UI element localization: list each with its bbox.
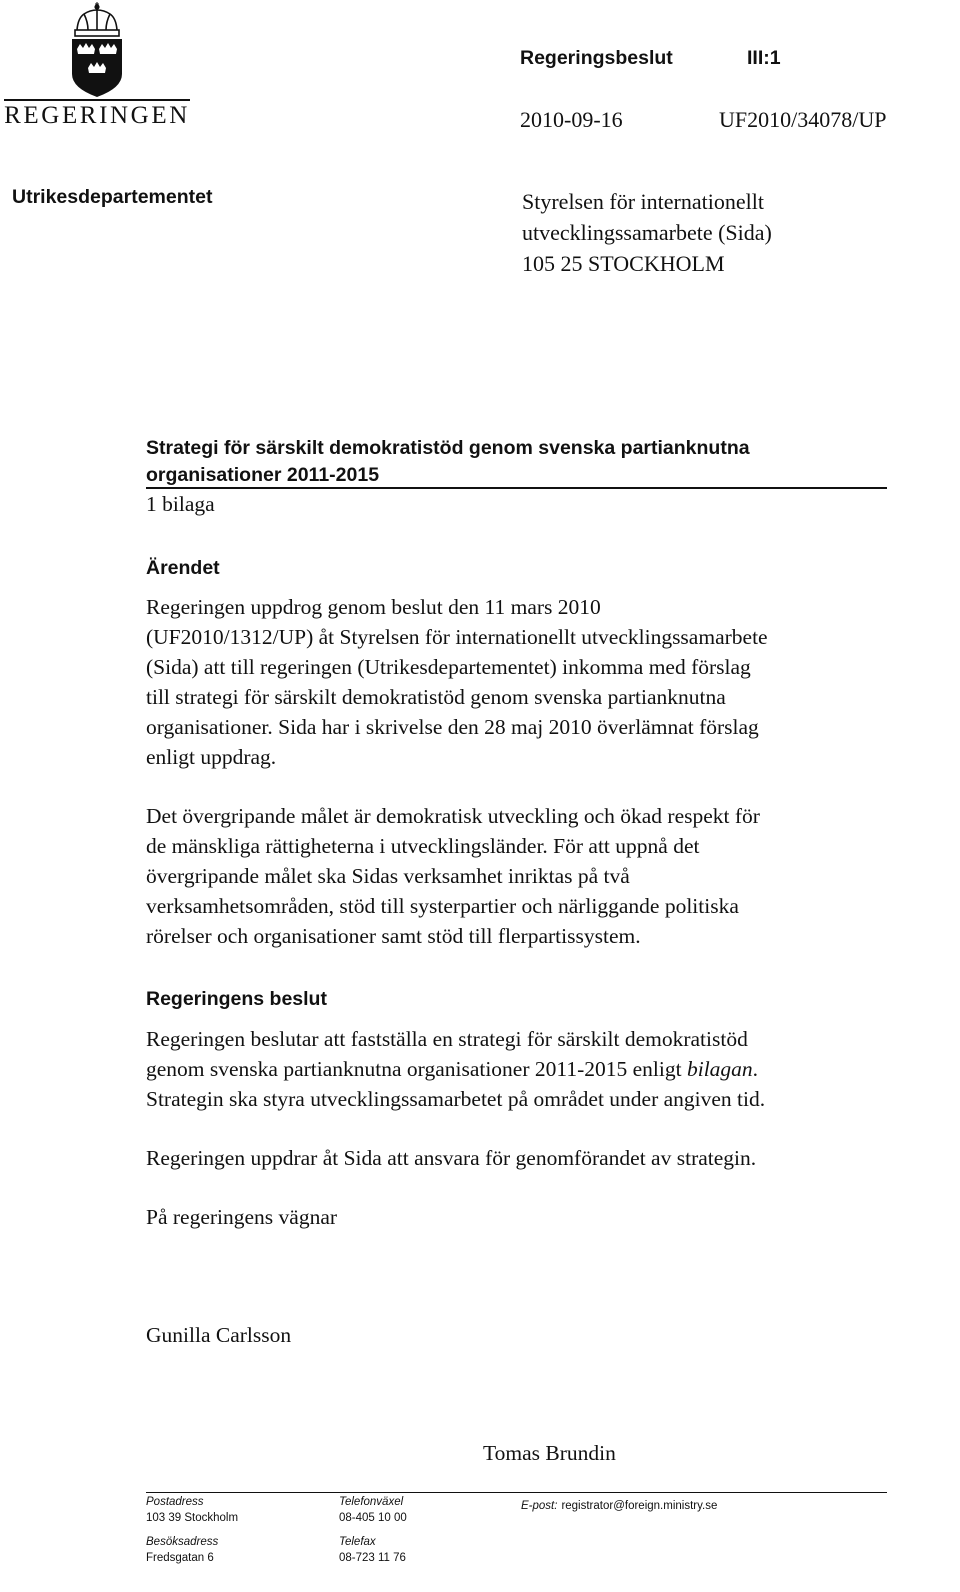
text-line: (Sida) att till regeringen (Utrikesdepartementet) inkomma med förslag — [146, 655, 751, 679]
closing-phrase: På regeringens vägnar — [146, 1205, 338, 1229]
text-line: (UF2010/1312/UP) åt Styrelsen för internationellt utvecklingssamarbete — [146, 625, 768, 649]
attachment-reference: bilagan — [686, 1057, 753, 1081]
subject-rule — [146, 487, 887, 489]
decision-date: 2010-09-16 — [520, 107, 623, 132]
subject-title-line: Strategi för särskilt demokratistöd genom svenska partianknutna — [146, 437, 750, 459]
footer-visit-value: Fredsgatan 6 — [146, 1552, 214, 1564]
text-line — [146, 1054, 765, 1084]
beslut-paragraph-2: Regeringen uppdrar åt Sida att ansvara för genomförandet av strategin. — [146, 1146, 757, 1170]
text-segment: genom svenska partianknutna organisationer 2011-2015 enligt — [146, 1057, 687, 1081]
beslut-paragraph-1 — [146, 1024, 765, 1114]
footer-fax-label: Telefax — [339, 1536, 376, 1548]
subject-title — [146, 435, 750, 489]
recipient-line: 105 25 STOCKHOLM — [522, 251, 725, 276]
logo-wordmark: REGERINGEN — [4, 102, 190, 129]
text-segment: . — [752, 1057, 759, 1081]
recipient-address — [522, 186, 772, 279]
item-number: III:1 — [747, 47, 781, 69]
section-heading-arendet: Ärendet — [146, 557, 220, 579]
text-line: till strategi för särskilt demokratistöd genom svenska partianknutna — [146, 685, 726, 709]
minister-signature: Gunilla Carlsson — [146, 1323, 292, 1347]
text-line: organisationer. Sida har i skrivelse den 28 maj 2010 överlämnat förslag — [146, 715, 759, 739]
recipient-line: Styrelsen för internationellt — [522, 189, 764, 214]
footer-email — [521, 1496, 717, 1514]
text-line: de mänskliga rättigheterna i utvecklingsländer. För att uppnå det — [146, 834, 700, 858]
text-line: övergripande målet ska Sidas verksamhet inriktas på två — [146, 864, 630, 888]
recipient-line: utvecklingssamarbete (Sida) — [522, 220, 772, 245]
text-line: enligt uppdrag. — [146, 745, 277, 769]
subject-title-line: organisationer 2011-2015 — [146, 464, 380, 486]
coat-of-arms-icon — [4, 2, 190, 98]
logo-rule — [4, 99, 190, 101]
reference-number: UF2010/34078/UP — [719, 107, 887, 132]
department-name: Utrikesdepartementet — [12, 186, 213, 208]
footer-visit-label: Besöksadress — [146, 1536, 219, 1548]
footer-postal-label: Postadress — [146, 1496, 204, 1508]
arendet-paragraph-1 — [146, 592, 768, 772]
government-logo — [4, 2, 190, 130]
footer-rule — [146, 1492, 887, 1493]
section-heading-beslut: Regeringens beslut — [146, 988, 327, 1010]
document-type: Regeringsbeslut — [520, 47, 673, 69]
footer-fax-value: 08-723 11 76 — [339, 1552, 406, 1564]
text-line: rörelser och organisationer samt stöd till flerpartissystem. — [146, 924, 641, 948]
footer-switchboard-value: 08-405 10 00 — [339, 1512, 407, 1524]
text-line: verksamhetsområden, stöd till systerpartier och närliggande politiska — [146, 894, 739, 918]
text-line: Det övergripande målet är demokratisk utveckling och ökad respekt för — [146, 804, 760, 828]
footer-postal-value: 103 39 Stockholm — [146, 1512, 239, 1524]
footer-email-label: E-post: — [521, 1500, 558, 1512]
official-signature: Tomas Brundin — [483, 1441, 616, 1465]
footer-switchboard-label: Telefonväxel — [339, 1496, 404, 1508]
arendet-paragraph-2 — [146, 801, 760, 951]
attachment-count: 1 bilaga — [146, 492, 215, 516]
text-line: Regeringen uppdrog genom beslut den 11 mars 2010 — [146, 595, 601, 619]
text-line: Strategin ska styra utvecklingssamarbetet på området under angiven tid. — [146, 1087, 766, 1111]
text-line: Regeringen beslutar att fastställa en strategi för särskilt demokratistöd — [146, 1027, 748, 1051]
footer-email-link[interactable]: registrator@foreign.ministry.se — [561, 1500, 718, 1512]
